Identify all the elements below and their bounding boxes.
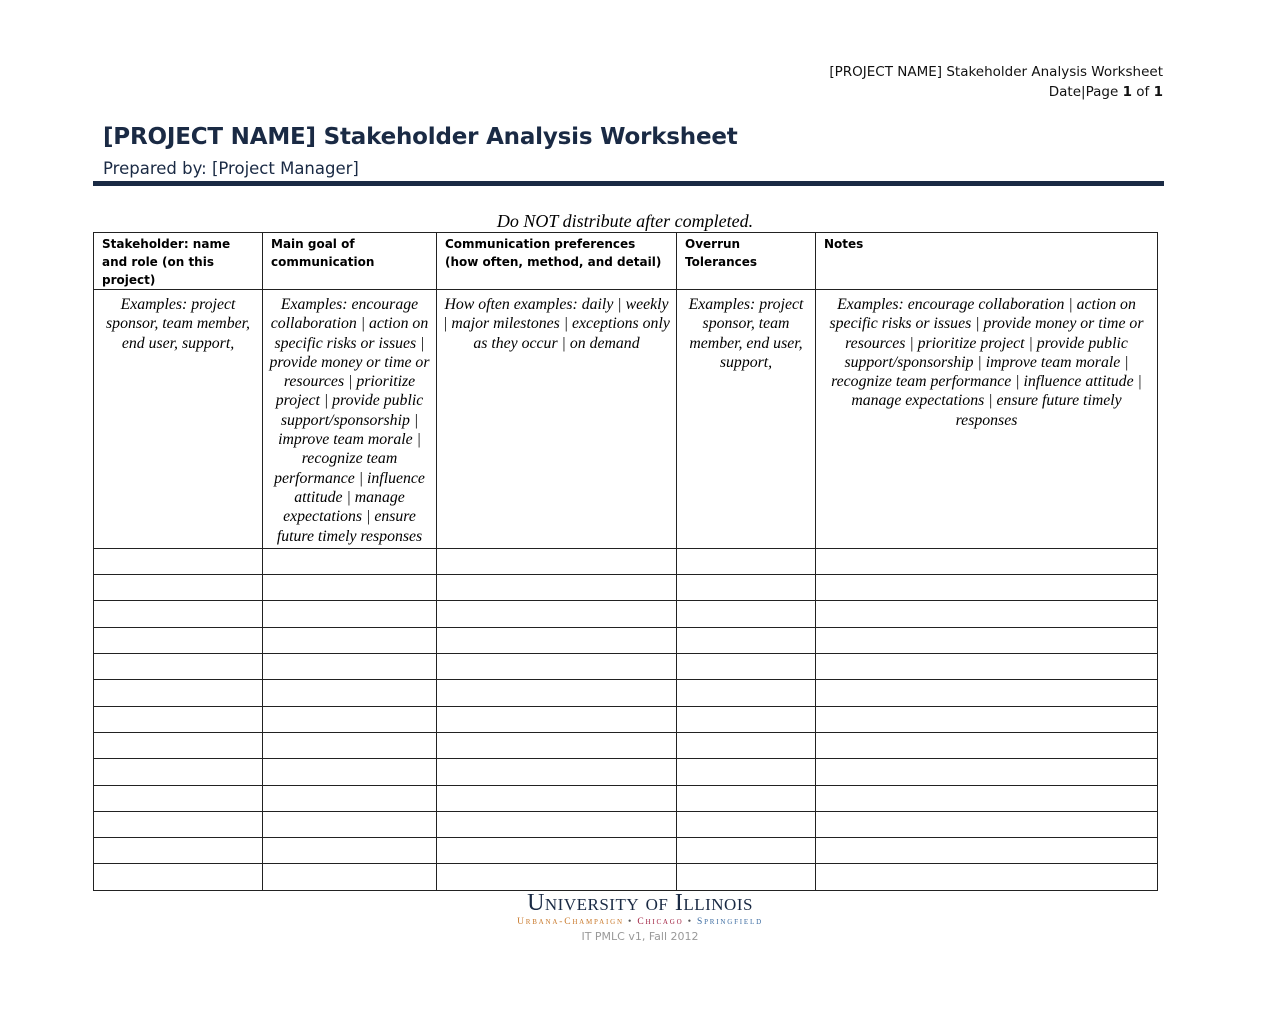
- cell-main-goal[interactable]: [263, 575, 437, 601]
- cell-communication-preferences[interactable]: [437, 548, 677, 574]
- campus-urbana: Urbana-Champaign: [517, 917, 624, 927]
- university-logo: University of Illinois: [527, 890, 753, 916]
- cell-stakeholder[interactable]: [94, 548, 263, 574]
- cell-communication-preferences[interactable]: [437, 601, 677, 627]
- header-main-goal: Main goal of communication: [263, 233, 437, 290]
- cell-main-goal[interactable]: [263, 785, 437, 811]
- cell-overrun-tolerances[interactable]: [677, 838, 816, 864]
- header-separator: |: [1081, 84, 1086, 100]
- cell-notes[interactable]: [816, 575, 1158, 601]
- cell-main-goal[interactable]: [263, 680, 437, 706]
- cell-notes[interactable]: [816, 627, 1158, 653]
- cell-notes[interactable]: [816, 654, 1158, 680]
- cell-notes[interactable]: [816, 811, 1158, 837]
- cell-main-goal[interactable]: [263, 654, 437, 680]
- cell-overrun-tolerances[interactable]: [677, 864, 816, 890]
- table-row: [94, 548, 1158, 574]
- campus-separator: •: [628, 917, 634, 927]
- header-notes: Notes: [816, 233, 1158, 290]
- table-header-row: [94, 233, 1158, 290]
- cell-overrun-tolerances[interactable]: [677, 785, 816, 811]
- table-row: [94, 838, 1158, 864]
- footer: [0, 890, 1280, 943]
- cell-notes[interactable]: [816, 706, 1158, 732]
- cell-main-goal[interactable]: [263, 548, 437, 574]
- cell-overrun-tolerances[interactable]: [677, 811, 816, 837]
- cell-communication-preferences[interactable]: [437, 627, 677, 653]
- cell-main-goal[interactable]: [263, 838, 437, 864]
- cell-overrun-tolerances[interactable]: [677, 732, 816, 758]
- university-campuses: [0, 916, 1280, 928]
- campus-springfield: Springfield: [697, 917, 763, 927]
- cell-communication-preferences[interactable]: [437, 864, 677, 890]
- page-total: 1: [1153, 84, 1163, 100]
- cell-overrun-tolerances[interactable]: [677, 654, 816, 680]
- cell-overrun-tolerances[interactable]: [677, 759, 816, 785]
- cell-communication-preferences[interactable]: [437, 654, 677, 680]
- cell-communication-preferences[interactable]: [437, 759, 677, 785]
- cell-main-goal[interactable]: [263, 759, 437, 785]
- table-row: [94, 732, 1158, 758]
- table-row: [94, 864, 1158, 890]
- cell-stakeholder[interactable]: [94, 601, 263, 627]
- cell-notes[interactable]: [816, 785, 1158, 811]
- page-header: [829, 62, 1163, 102]
- cell-overrun-tolerances[interactable]: [677, 548, 816, 574]
- cell-notes[interactable]: [816, 680, 1158, 706]
- cell-communication-preferences[interactable]: [437, 732, 677, 758]
- cell-overrun-tolerances[interactable]: [677, 575, 816, 601]
- example-main-goal[interactable]: Examples: encourage collaboration | action on specific risks or issues | provide money or time or resources | prioritize project | provide public support/sponsorship | improve team morale | recognize team performance | influence attitude | manage expectations | ensure future timely responses: [263, 290, 437, 549]
- example-notes[interactable]: Examples: encourage collaboration | action on specific risks or issues | provide money or time or resources | prioritize project | provide public support/sponsorship | improve team morale | recognize team performance | influence attitude | manage expectations | ensure future timely responses: [816, 290, 1158, 549]
- cell-notes[interactable]: [816, 601, 1158, 627]
- title-divider: [93, 181, 1164, 186]
- cell-stakeholder[interactable]: [94, 706, 263, 732]
- cell-stakeholder[interactable]: [94, 811, 263, 837]
- cell-main-goal[interactable]: [263, 706, 437, 732]
- cell-stakeholder[interactable]: [94, 627, 263, 653]
- cell-communication-preferences[interactable]: [437, 811, 677, 837]
- cell-stakeholder[interactable]: [94, 575, 263, 601]
- cell-stakeholder[interactable]: [94, 864, 263, 890]
- cell-stakeholder[interactable]: [94, 654, 263, 680]
- version-label: IT PMLC v1, Fall 2012: [581, 930, 699, 943]
- page-current: 1: [1122, 84, 1132, 100]
- stakeholder-table: [93, 232, 1158, 891]
- header-communication-preferences: Communication preferences (how often, method, and detail): [437, 233, 677, 290]
- cell-communication-preferences[interactable]: [437, 575, 677, 601]
- table-row: [94, 680, 1158, 706]
- of-label: of: [1136, 84, 1150, 100]
- document-title: [PROJECT NAME] Stakeholder Analysis Worksheet: [103, 124, 738, 150]
- page-header-page-info: [829, 82, 1163, 102]
- distribution-notice: Do NOT distribute after completed.: [496, 211, 754, 231]
- date-label: Date: [1048, 84, 1082, 100]
- example-stakeholder[interactable]: Examples: project sponsor, team member, end user, support,: [94, 290, 263, 549]
- campus-chicago: Chicago: [637, 917, 684, 927]
- cell-main-goal[interactable]: [263, 811, 437, 837]
- example-communication-preferences[interactable]: How often examples: daily | weekly | major milestones | exceptions only as they occur | on demand: [437, 290, 677, 549]
- cell-notes[interactable]: [816, 864, 1158, 890]
- cell-notes[interactable]: [816, 732, 1158, 758]
- table-row: [94, 654, 1158, 680]
- cell-stakeholder[interactable]: [94, 759, 263, 785]
- table-row: [94, 706, 1158, 732]
- table-row: [94, 759, 1158, 785]
- table-row: [94, 785, 1158, 811]
- campus-separator: •: [687, 917, 693, 927]
- cell-communication-preferences[interactable]: [437, 785, 677, 811]
- example-overrun-tolerances[interactable]: Examples: project sponsor, team member, end user, support,: [677, 290, 816, 549]
- cell-overrun-tolerances[interactable]: [677, 601, 816, 627]
- table-row: [94, 627, 1158, 653]
- cell-communication-preferences[interactable]: [437, 838, 677, 864]
- cell-communication-preferences[interactable]: [437, 706, 677, 732]
- cell-overrun-tolerances[interactable]: [677, 706, 816, 732]
- cell-main-goal[interactable]: [263, 864, 437, 890]
- page-header-title: [PROJECT NAME] Stakeholder Analysis Worksheet: [829, 64, 1163, 80]
- cell-main-goal[interactable]: [263, 732, 437, 758]
- cell-stakeholder[interactable]: [94, 785, 263, 811]
- table-row: [94, 601, 1158, 627]
- cell-stakeholder[interactable]: [94, 680, 263, 706]
- cell-overrun-tolerances[interactable]: [677, 627, 816, 653]
- cell-stakeholder[interactable]: [94, 732, 263, 758]
- cell-main-goal[interactable]: [263, 601, 437, 627]
- cell-stakeholder[interactable]: [94, 838, 263, 864]
- header-stakeholder: Stakeholder: name and role (on this project): [94, 233, 263, 290]
- example-row: [94, 290, 1158, 549]
- header-overrun-tolerances: Overrun Tolerances: [677, 233, 816, 290]
- cell-communication-preferences[interactable]: [437, 680, 677, 706]
- prepared-by: Prepared by: [Project Manager]: [103, 159, 359, 178]
- page-label: Page: [1085, 84, 1119, 100]
- table-row: [94, 811, 1158, 837]
- cell-overrun-tolerances[interactable]: [677, 680, 816, 706]
- table-row: [94, 575, 1158, 601]
- cell-notes[interactable]: [816, 838, 1158, 864]
- cell-notes[interactable]: [816, 548, 1158, 574]
- cell-notes[interactable]: [816, 759, 1158, 785]
- cell-main-goal[interactable]: [263, 627, 437, 653]
